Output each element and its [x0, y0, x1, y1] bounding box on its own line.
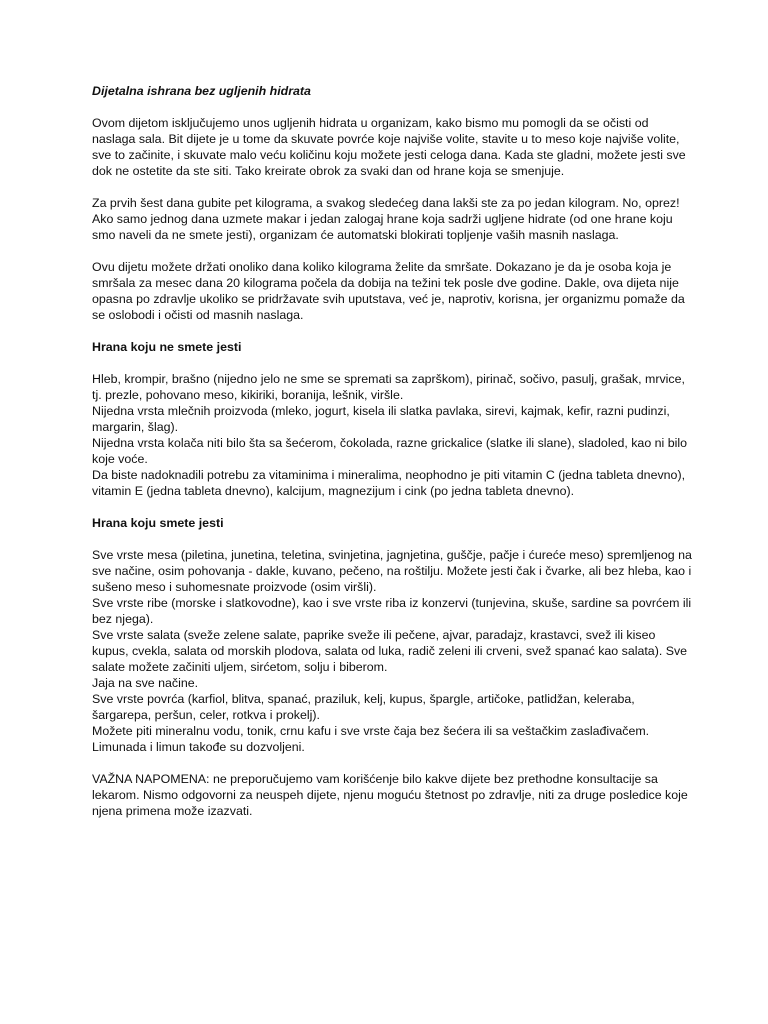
intro-paragraph-3: Ovu dijetu možete držati onoliko dana koliko kilograma želite da smršate. Dokazano je da je osoba koja je smršala za mesec dana 20 kilograma počela da dobija na težini tek posle dve godine. Dakle, ova dijeta nije opasna po zdravlje ukoliko se pridržavate svih uputstava, već je, naprotiv, korisna, jer organizmu pomaže da se oslobodi i očisti od masnih naslaga.: [92, 260, 685, 322]
allowed-item-6: Možete piti mineralnu vodu, tonik, crnu kafu i sve vrste čaja bez šećera ili sa veštačkim zaslađivačem. Limunada i limun takođe su dozvoljeni.: [92, 724, 650, 754]
allowed-food-list: [92, 547, 692, 755]
intro-paragraph-1: Ovom dijetom isključujemo unos ugljenih hidrata u organizam, kako bismo mu pomogli da se očisti od naslaga sala. Bit dijete je u tome da skuvate povrće koje najviše volite, stavite u to meso koje najviše volite, sve to začinite, i skuvate malo veću količinu koju možete jesti celoga dana. Kada ste gladni, možete jesti sve dok ne ostetite da ste siti. Tako kreirate obrok za svaki dan od hrane koja se smenjuje.: [92, 116, 686, 178]
forbidden-item-3: Nijedna vrsta kolača niti bilo šta sa šećerom, čokolada, razne grickalice (slatke ili slane), sladoled, kao ni bilo koje voće.: [92, 436, 688, 466]
allowed-item-1: Sve vrste mesa (piletina, junetina, teletina, svinjetina, jagnjetina, guščje, pačje i ćureće meso) spremljenog na sve načine, osim pohovanja - dakle, kuvano, pečeno, na roštilju. Možete jesti čak i čvarke, ali bez hleba, kao i sušeno meso i suhomesnate proizvode (osim viršli).: [92, 548, 692, 594]
important-note: VAŽNA NAPOMENA: ne preporučujemo vam korišćenje bilo kakve dijete bez prethodne konsultacije sa lekarom. Nismo odgovorni za neuspeh dijete, njenu moguću štetnost po zdravlje, niti za druge posledice koje njena primena može izazvati.: [92, 772, 688, 818]
allowed-item-4: Jaja na sve načine.: [92, 676, 199, 690]
forbidden-item-2: Nijedna vrsta mlečnih proizvoda (mleko, jogurt, kisela ili slatka pavlaka, sirevi, kajmak, kefir, razni pudinzi, margarin, šlag).: [92, 404, 670, 434]
forbidden-food-list: [92, 371, 692, 499]
allowed-item-3: Sve vrste salata (sveže zelene salate, paprike sveže ili pečene, ajvar, paradajz, krastavci, svež ili kiseo kupus, cvekla, salata od morskih plodova, salata od luka, radič zeleni ili crveni, svež spanać kao salata). Sve salate možete začiniti uljem, sirćetom, solju i biberom.: [92, 628, 688, 674]
forbidden-item-4: Da biste nadoknadili potrebu za vitaminima i mineralima, neophodno je piti vitamin C (jedna tableta dnevno), vitamin E (jedna tableta dnevno), kalcijum, magnezijum i cink (po jedna tableta dnevno).: [92, 468, 686, 498]
forbidden-food-heading: Hrana koju ne smete jesti: [92, 340, 242, 354]
forbidden-item-1: Hleb, krompir, brašno (nijedno jelo ne sme se sprematі sa zaprškom), pirinač, sočivo, pasulj, grašak, mrvice, tj. prezle, pohovano meso, kikiriki, boranija, lešnik, viršle.: [92, 372, 685, 402]
allowed-item-2: Sve vrste ribe (morske i slatkovodne), kao i sve vrste riba iz konzervi (tunjevina, skuše, sardine sa povrćem ili bez njega).: [92, 596, 692, 626]
document-title: Dijetalna ishrana bez ugljenih hidrata: [92, 84, 311, 98]
intro-paragraph-2: Za prvih šest dana gubite pet kilograma, a svakog sledećeg dana lakši ste za po jedan kilogram. No, oprez! Ako samo jednog dana uzmete makar i jedan zalogaj hrane koja sadrži ugljene hidrate (od one hrane koju smo naveli da ne smete jesti), organizam će automatski blokirati topljenje vaših masnih naslaga.: [92, 196, 680, 242]
allowed-item-5: Sve vrste povrća (karfiol, blitva, spanać, praziluk, kelj, kupus, špargle, artičoke, patlidžan, keleraba, šargarepa, peršun, celer, rotkva i prokelj).: [92, 692, 635, 722]
allowed-food-heading: Hrana koju smete jesti: [92, 516, 224, 530]
document-page: [92, 83, 692, 835]
